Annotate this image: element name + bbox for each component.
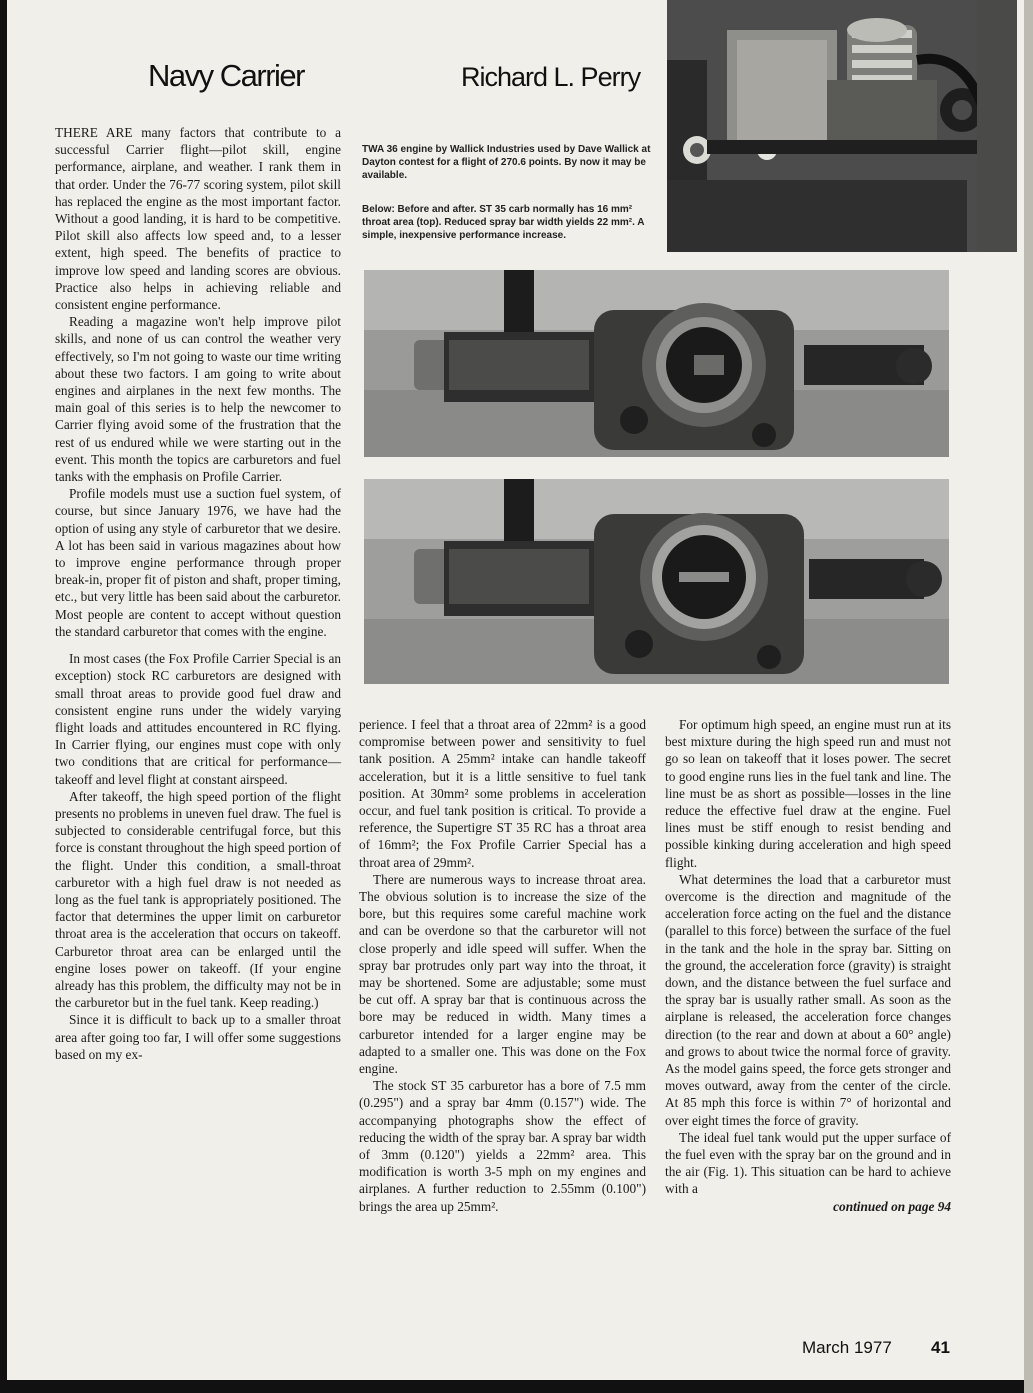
paragraph: There are numerous ways to increase throat area. The obvious solution is to increase the size of the bore, but this requires some careful machine work and can be overdone so that the carburetor will not close properly and idle speed will suffer. When the spray bar protrudes only part way into the throat, it may be shortened. Some are adjustable; some must be cut off. A spray bar that is continuous across the bore may be reduced in width. Many times a carburetor intended for a larger engine may be adapted to a smaller one. This was done on the Fox engine. [359,871,646,1077]
paragraph: Since it is difficult to back up to a smaller throat area after going too far, I will offer some suggestions based on my ex- [55,1012,341,1062]
paragraph: THERE ARE many factors that contribute to a successful Carrier flight—pilot skill, engine performance, airplane, and weather. I rank them in that order. Under the 76-77 scoring system, pilot skill has replaced the engine as the most important factor. Without a good landing, it is hard to be competitive. Pilot skill also affects low speed and, to a lesser extent, high speed. The benefits of practice to improve low speed and landing scores are obvious. Practice also helps in achieving reliable and consistent engine performance. [55,125,341,313]
article-column-1 [55,124,341,1063]
paragraph: The ideal fuel tank would put the upper surface of the fuel even with the spray bar on the ground and in the air (Fig. 1). This situation can be hard to achieve with a [665,1129,951,1197]
carburetor-after-photo [364,479,949,684]
page-number: 41 [931,1338,950,1357]
author-byline: Richard L. Perry [461,62,641,92]
paragraph: The stock ST 35 carburetor has a bore of 7.5 mm (0.295") and a spray bar 4mm (0.157") wide. The accompanying photographs show the effect of reducing the width of the spray bar. A spray bar width of 3mm (0.120") yields a 22mm² area. This modification is worth 3-5 mph on my engines and airplanes. A further reduction to 2.55mm (0.100") brings the area up 25mm². [359,1078,646,1214]
issue-date: March 1977 [802,1338,892,1357]
article-title: Navy Carrier [148,58,304,93]
caption-top: TWA 36 engine by Wallick Industries used by Dave Wallick at Dayton contest for a flight of 270.6 points. By now it may be available. [362,144,651,181]
engine-photo-top [667,0,1017,252]
paragraph: Profile models must use a suction fuel system, of course, but since January 1976, we have had the option of using any style of carburetor that we desire. A lot has been said in various magazines about how to improve engine performance through proper break-in, proper fit of piston and shaft, proper timing, etc., but very little has been said about the carburetor. Most people are content to accept without question the standard carburetor that comes with the engine. [55,486,341,639]
article-column-3 [665,716,951,1215]
carburetor-before-photo [364,270,949,457]
scan-border-bottom [0,1380,1033,1393]
paragraph: Reading a magazine won't help improve pilot skills, and none of us can control the weather very effectively, so I'm not going to waste our time writing about these two factors. I am going to write about engines and airplanes in the next few months. The main goal of this series is to help the newcomer to Carrier flying avoid some of the frustration that the rest of us endured while we were starting out in the event. This month the topics are carburetors and fuel tanks with the emphasis on Profile Carrier. [55,314,341,485]
continued-link: continued on page 94 [833,1198,951,1214]
paragraph: After takeoff, the high speed portion of the flight presents no problems in uneven fuel draw. The fuel is subjected to considerable centrifugal force, but this force is constant throughout the high speed portion of the flight. Under this condition, a small-throat carburetor with a high fuel draw is not needed as long as the fuel tank is appropriately positioned. The factor that determines the upper limit on carburetor throat area is the acceleration that occurs on takeoff. Carburetor throat area can be enlarged until the engine loses power on takeoff. (If your engine already has this problem, the difficulty may not be in the carburetor but in the fuel tank. Keep reading.) [55,788,341,1011]
scan-border-left [0,0,7,1393]
caption-below: Below: Before and after. ST 35 carb normally has 16 mm² throat area (top). Reduced spray bar width yields 22 mm². A simple, inexpensive performance increase. [362,204,645,241]
paragraph: perience. I feel that a throat area of 22mm² is a good compromise between power and sensitivity to fuel tank position. A 25mm² intake can handle takeoff acceleration, but it is a little sensitive to fuel tank position. At 30mm² some problems in acceleration occur, and fuel tank position is critical. To provide a reference, the Supertigre ST 35 RC has a throat area of 16mm²; the Fox Profile Carrier Special has a throat area of 29mm². [359,717,646,870]
paragraph: What determines the load that a carburetor must overcome is the direction and magnitude of the acceleration force acting on the fuel and the distance (parallel to this force) between the surface of the fuel in the tank and the hole in the spray bar. Sitting on the ground, the acceleration force (gravity) is straight down, and the distance between the fuel surface and the spray bar is usually rather small. As soon as the airplane is released, the acceleration force changes direction (to the rear and down at about a 60° angle) and grows to about twice the normal force of gravity. As the model gains speed, the force gets stronger and moves outward, away from the center of the circle. At 85 mph this force is within 7° of horizontal and over eight times the force of gravity. [665,871,951,1128]
article-column-2 [359,716,646,1215]
scan-border-right [1024,0,1033,1393]
paragraph: In most cases (the Fox Profile Carrier Special is an exception) stock RC carburetors are designed with small throat areas to provide good fuel draw and consistent engine runs under the widely varying flight loads and attitudes encountered in RC flying. In Carrier flying, our engines must cope with only two conditions that are critical for performance—takeoff and level flight at constant airspeed. [55,651,341,787]
paragraph: For optimum high speed, an engine must run at its best mixture during the high speed run and must not go so lean on takeoff that it loses power. The secret to good engine runs lies in the fuel tank and line. The line must be as short as possible—losses in the line reduce the effective fuel draw at the engine. Fuel lines must be stiff enough to resist bending and possible kinking during acceleration and high speed flight. [665,717,951,870]
